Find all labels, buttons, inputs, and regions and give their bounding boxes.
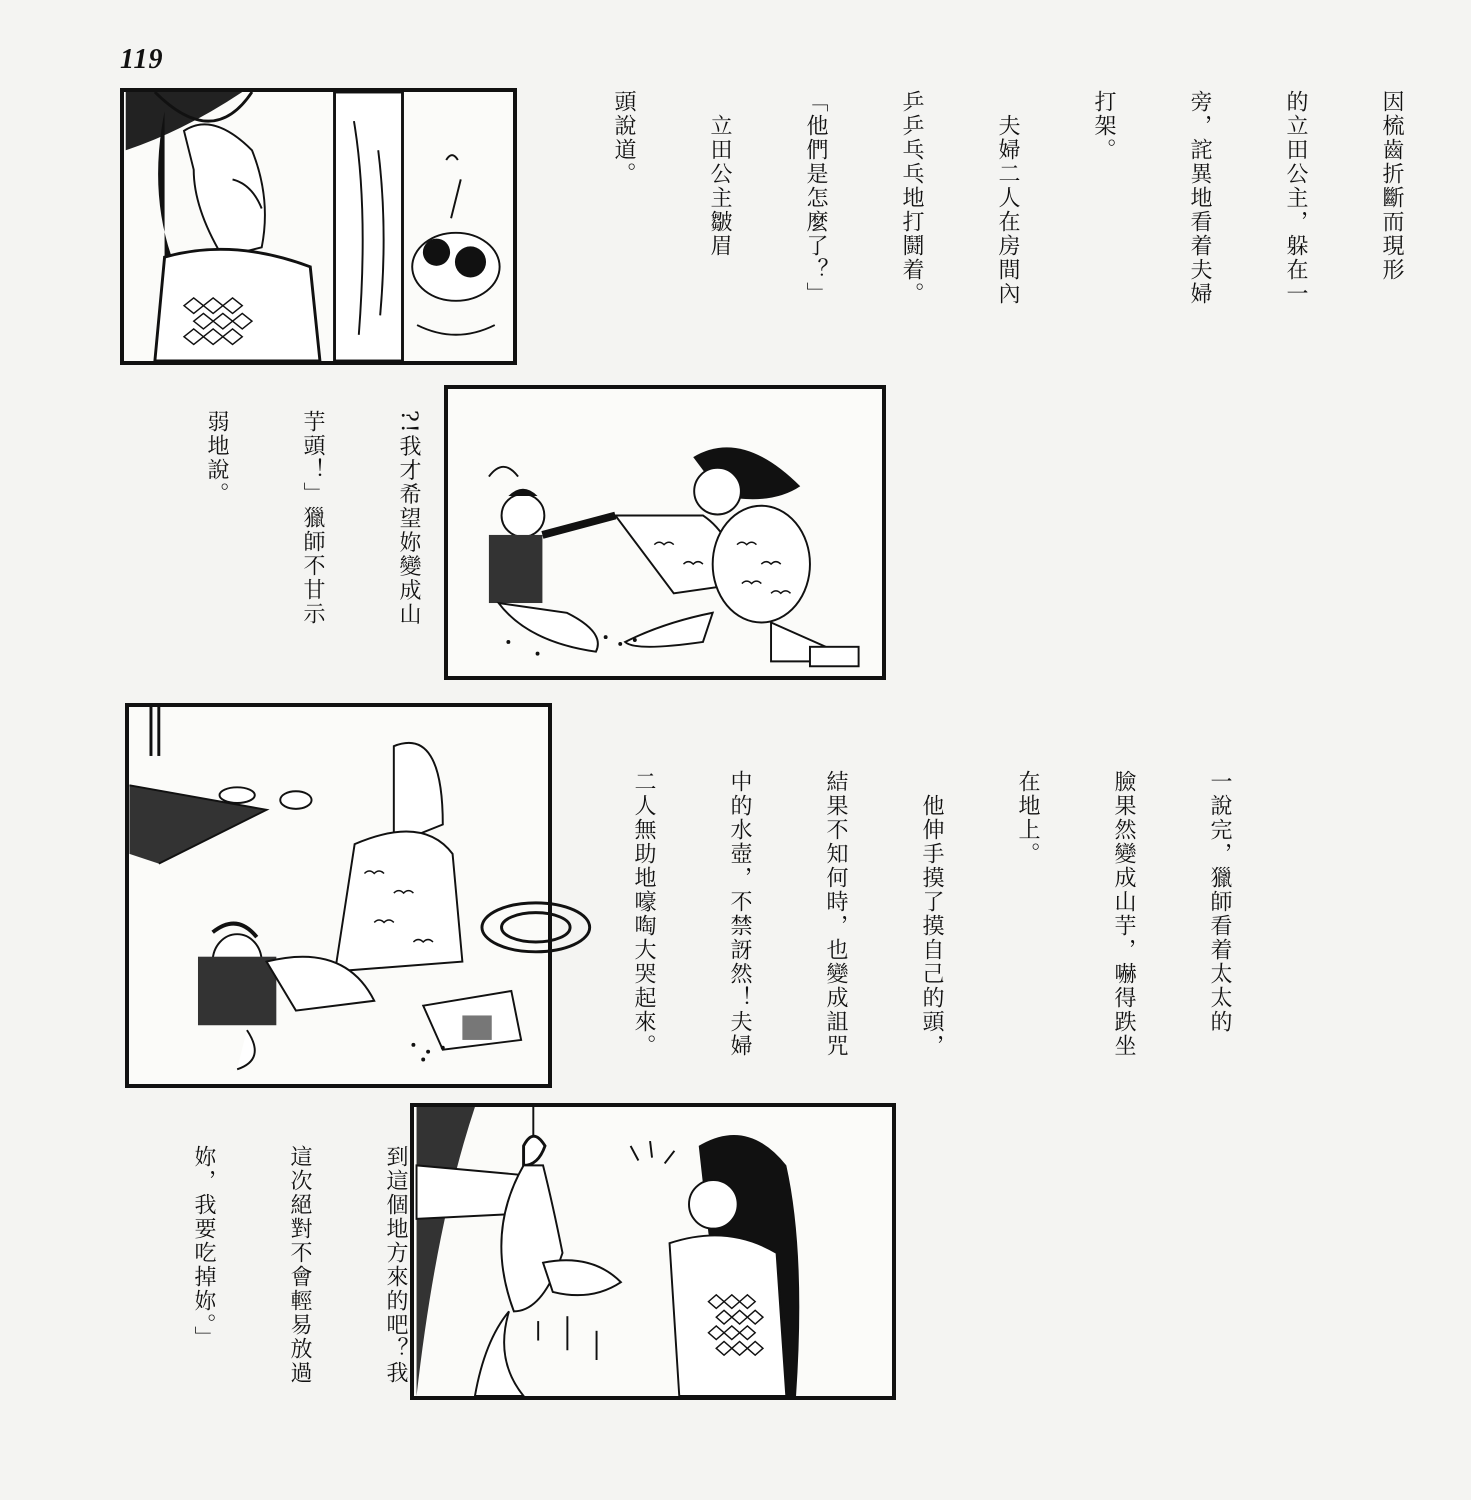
panel-1-caption — [575, 90, 1471, 390]
caption-line: 他伸手摸了摸自己的頭， — [919, 770, 944, 1058]
caption-line: 這次絕對不會輕易放過 — [287, 1145, 312, 1385]
caption-line: 中的水壺，不禁訝然！夫婦 — [727, 770, 752, 1058]
caption-line: 妳，我要吃掉妳。」 — [191, 1145, 216, 1350]
caption-line: 芋頭！」獵師不甘示 — [300, 410, 325, 626]
caption-line: ?!我才希望妳變成山 — [396, 410, 421, 627]
couple-pointing-fight-drawing — [448, 389, 882, 676]
caption-line: 到這個地方來的吧？我 — [383, 1145, 408, 1385]
panel-2-illustration — [444, 385, 886, 680]
caption-line: 二人無助地嚎啕大哭起來。 — [631, 770, 656, 1058]
caption-line: 因梳齒折斷而現形 — [1379, 90, 1404, 282]
hanging-fox-and-princess-drawing — [414, 1107, 892, 1396]
panel-3-caption — [595, 770, 1299, 1090]
caption-line: 「他們是怎麼了？」 — [803, 90, 828, 306]
caption-line: 的立田公主，躲在一 — [1283, 90, 1308, 306]
page-number: 119 — [120, 44, 164, 75]
caption-line: 乒乒乓乓地打鬪着。 — [899, 90, 924, 306]
caption-line: 夫婦二人在房間內 — [995, 90, 1020, 306]
princess-watching-fight-drawing — [124, 92, 513, 361]
caption-line: 立田公主皺眉 — [707, 90, 732, 258]
caption-line: 在地上。 — [1015, 770, 1040, 866]
panel-1-illustration — [120, 88, 517, 365]
transformed-couple-drawing — [129, 707, 548, 1084]
caption-line: 打架。 — [1091, 90, 1116, 162]
caption-line: 頭說道。 — [611, 90, 636, 186]
caption-line: 臉果然變成山芋，嚇得跌坐 — [1111, 770, 1136, 1058]
panel-3-illustration — [125, 703, 552, 1088]
caption-line: 結果不知何時，也變成詛咒 — [823, 770, 848, 1058]
caption-line: 一說完，獵師看着太太的 — [1207, 770, 1232, 1034]
panel-4-illustration — [410, 1103, 896, 1400]
caption-line: 旁，詫異地看着夫婦 — [1187, 90, 1212, 306]
caption-line: 弱地說。 — [204, 410, 229, 506]
